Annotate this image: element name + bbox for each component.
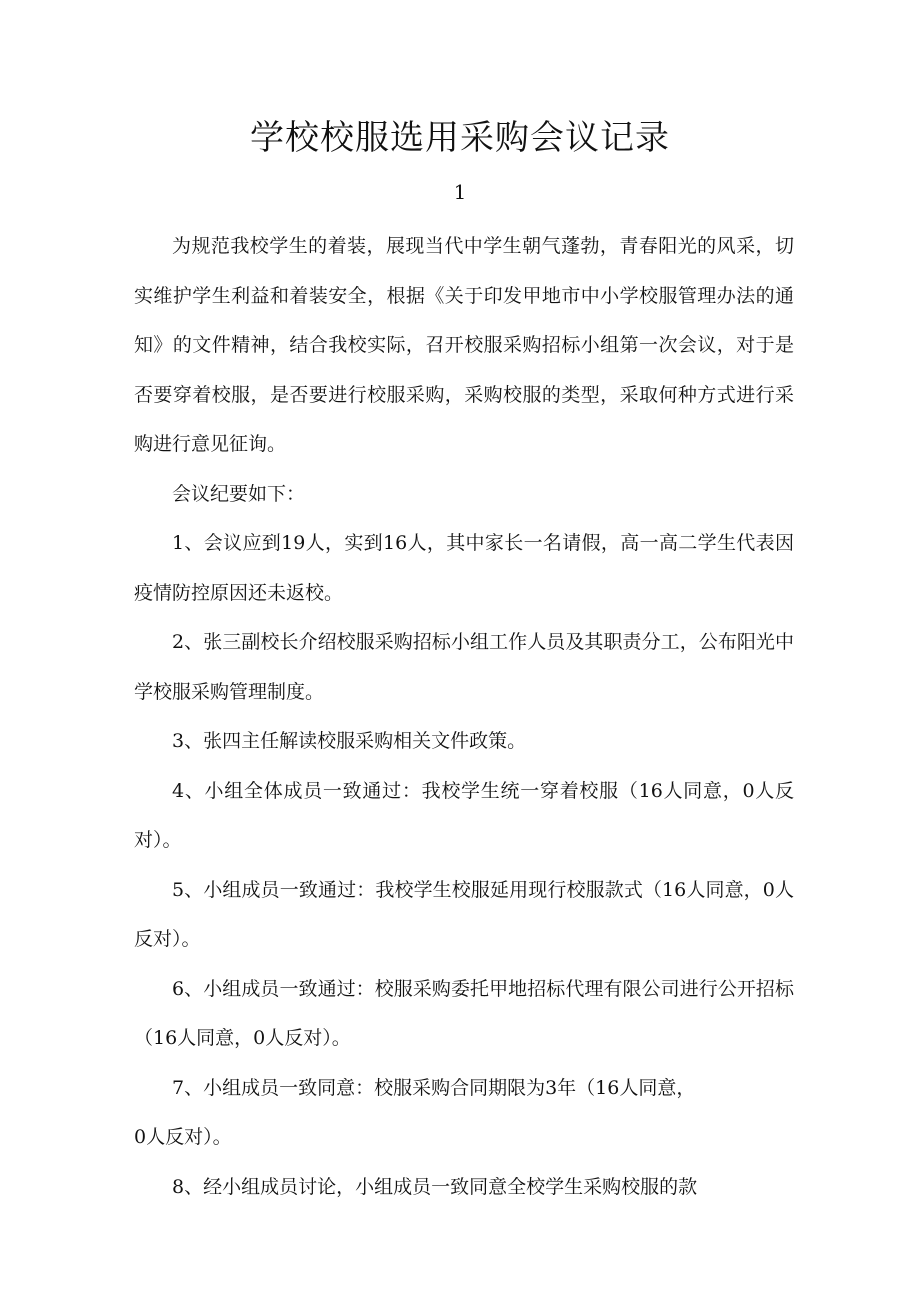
paragraph-item-3: 3、张四主任解读校服采购相关文件政策。: [172, 730, 527, 752]
paragraph-item-1: 1、会议应到19人，实到16人，其中家长一名请假，高一高二学生代表因疫情防控原因还未返校。: [134, 532, 794, 604]
paragraph-item-6: 6、小组成员一致通过：校服采购委托甲地招标代理有限公司进行公开招标（16人同意，0人反对）。: [134, 977, 794, 1049]
paragraph-item-7: 7、小组成员一致同意：校服采购合同期限为3年（16人同意，: [172, 1076, 696, 1099]
paragraph-intro: 为规范我校学生的着装，展现当代中学生朝气蓬勃，青春阳光的风采，切实维护学生利益和着装安全，根据《关于印发甲地市中小学校服管理办法的通知》的文件精神，结合我校实际，召开校服采购招标小组第一次会议，对于是否要穿着校服，是否要进行校服采购，采购校服的类型，采取何种方式进行采购进行意见征询。: [134, 235, 794, 455]
document-title: 学校校服选用采购会议记录: [250, 118, 670, 158]
paragraph-item-8: 8、经小组成员讨论，小组成员一致同意全校学生采购校服的款: [172, 1175, 698, 1198]
paragraph-minutes-heading: 会议纪要如下：: [172, 482, 306, 505]
page-number: 1: [453, 180, 467, 204]
document-body: [134, 222, 794, 1212]
paragraph-item-4: 4、小组全体成员一致通过：我校学生统一穿着校服（16人同意，0人反对）。: [134, 779, 794, 851]
paragraph-item-7-continued: 0人反对）。: [134, 1126, 232, 1148]
paragraph-item-5: 5、小组成员一致通过：我校学生校服延用现行校服款式（16人同意，0人反对）。: [134, 878, 794, 950]
paragraph-item-2: 2、张三副校长介绍校服采购招标小组工作人员及其职责分工，公布阳光中学校服采购管理制度。: [134, 631, 794, 703]
